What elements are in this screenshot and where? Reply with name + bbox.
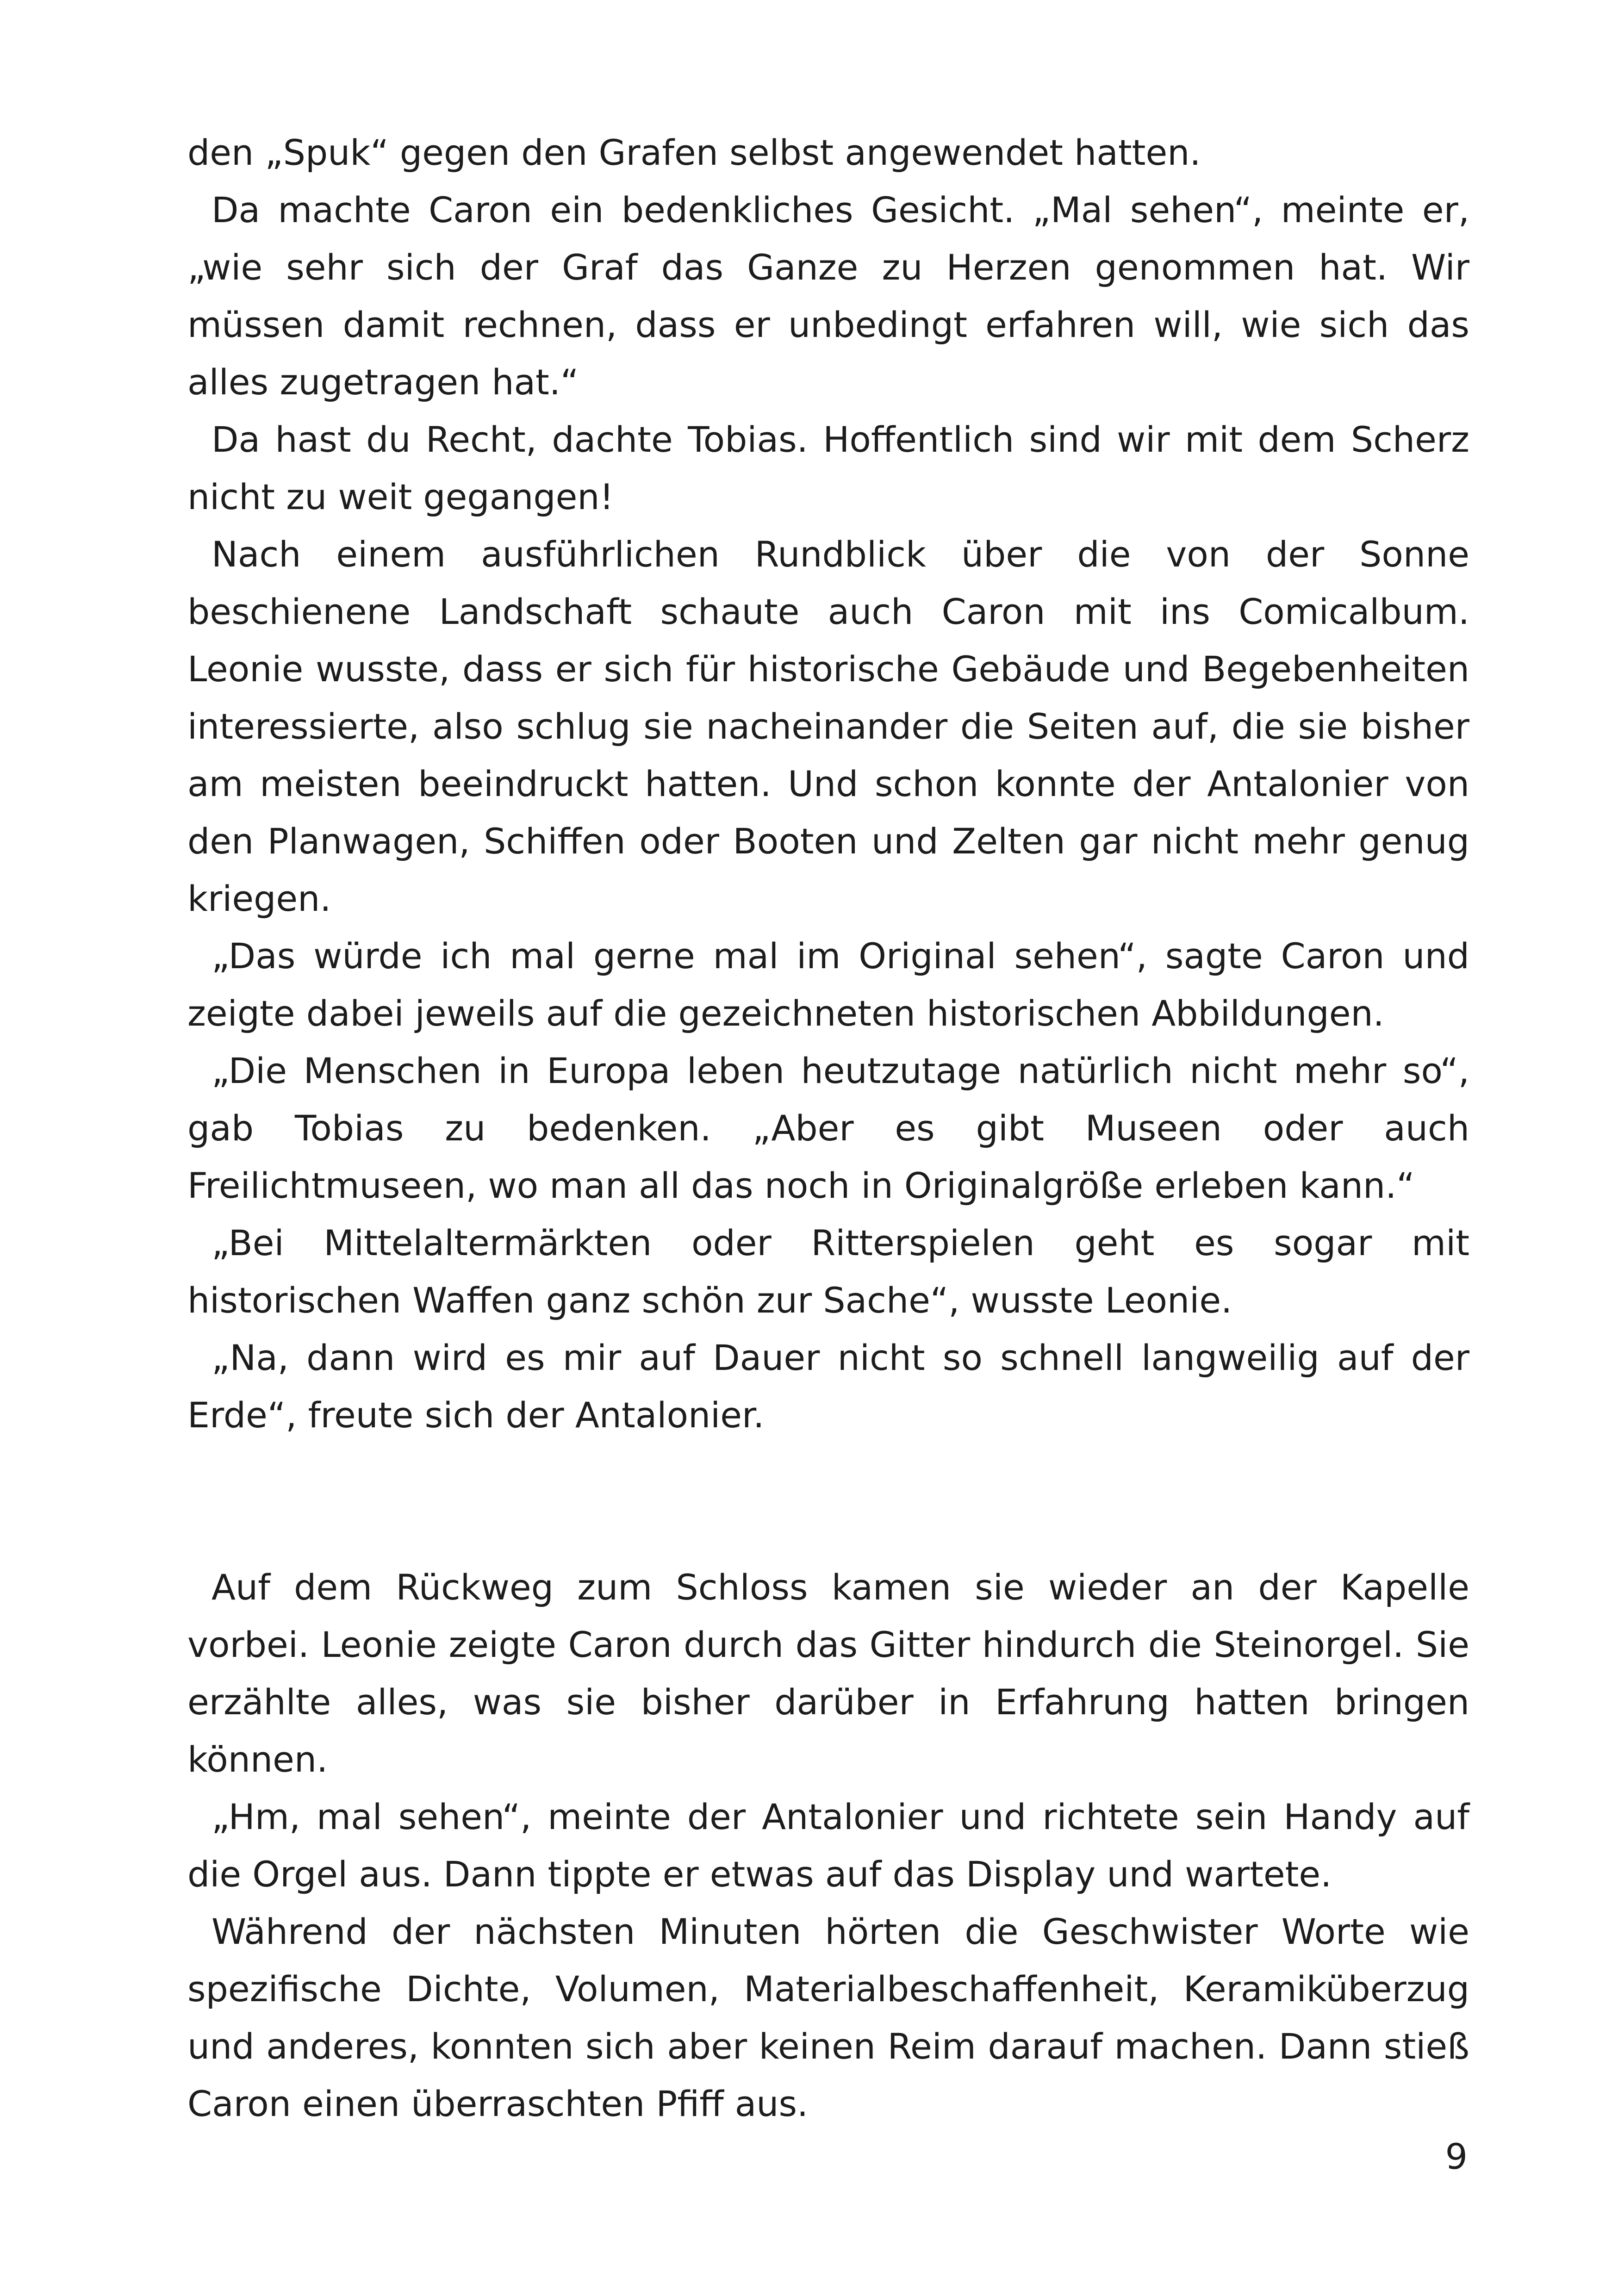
paragraph: „Bei Mittelaltermärkten oder Ritterspielen geht es sogar mit historischen Waffen ganz schön zur Sache“, wusste Leonie. xyxy=(187,1222,1469,1321)
section-break xyxy=(187,1444,1469,1559)
paragraph: „Hm, mal sehen“, meinte der Antalonier und richtete sein Handy auf die Orgel aus. Dann tippte er etwas auf das Display und wartete. xyxy=(187,1796,1469,1895)
paragraph: „Die Menschen in Europa leben heutzutage natürlich nicht mehr so“, gab Tobias zu bedenken. „Aber es gibt Museen oder auch Freilichtmuseen, wo man all das noch in Originalgröße erleben kann.“ xyxy=(187,1050,1469,1206)
paragraph: den „Spuk“ gegen den Grafen selbst angewendet hatten. xyxy=(187,132,1201,173)
paragraph: Da hast du Recht, dachte Tobias. Hoffentlich sind wir mit dem Scherz nicht zu weit gegangen! xyxy=(187,419,1469,517)
page-number: 9 xyxy=(1445,2136,1468,2177)
paragraph: „Das würde ich mal gerne mal im Original sehen“, sagte Caron und zeigte dabei jeweils auf die gezeichneten historischen Abbildungen. xyxy=(187,935,1469,1034)
paragraph: „Na, dann wird es mir auf Dauer nicht so schnell langweilig auf der Erde“, freute sich der Antalonier. xyxy=(187,1337,1469,1436)
paragraph: Während der nächsten Minuten hörten die Geschwister Worte wie spezifische Dichte, Volumen, Materialbeschaffenheit, Keramiküberzug und anderes, konnten sich aber keinen Reim darauf machen. Dann stieß Caron einen überraschten Pfiff aus. xyxy=(187,1911,1469,2124)
body-text xyxy=(187,124,1469,2133)
paragraph: Nach einem ausführlichen Rundblick über die von der Sonne beschienene Landschaft schaute auch Caron mit ins Comicalbum. Leonie wusste, dass er sich für historische Gebäude und Begebenheiten interessierte, also schlug sie nacheinander die Seiten auf, die sie bisher am meisten beeindruckt hatten. Und schon konnte der Antalonier von den Planwagen, Schiffen oder Booten und Zelten gar nicht mehr genug kriegen. xyxy=(187,534,1469,919)
paragraph: Da machte Caron ein bedenkliches Gesicht. „Mal sehen“, meinte er, „wie sehr sich der Graf das Ganze zu Herzen genommen hat. Wir müssen damit rechnen, dass er unbedingt erfahren will, wie sich das alles zugetragen hat.“ xyxy=(187,189,1469,403)
paragraph: Auf dem Rückweg zum Schloss kamen sie wieder an der Kapelle vorbei. Leonie zeigte Caron durch das Gitter hindurch die Steinorgel. Sie erzählte alles, was sie bisher darüber in Erfahrung hatten bringen können. xyxy=(187,1567,1469,1780)
